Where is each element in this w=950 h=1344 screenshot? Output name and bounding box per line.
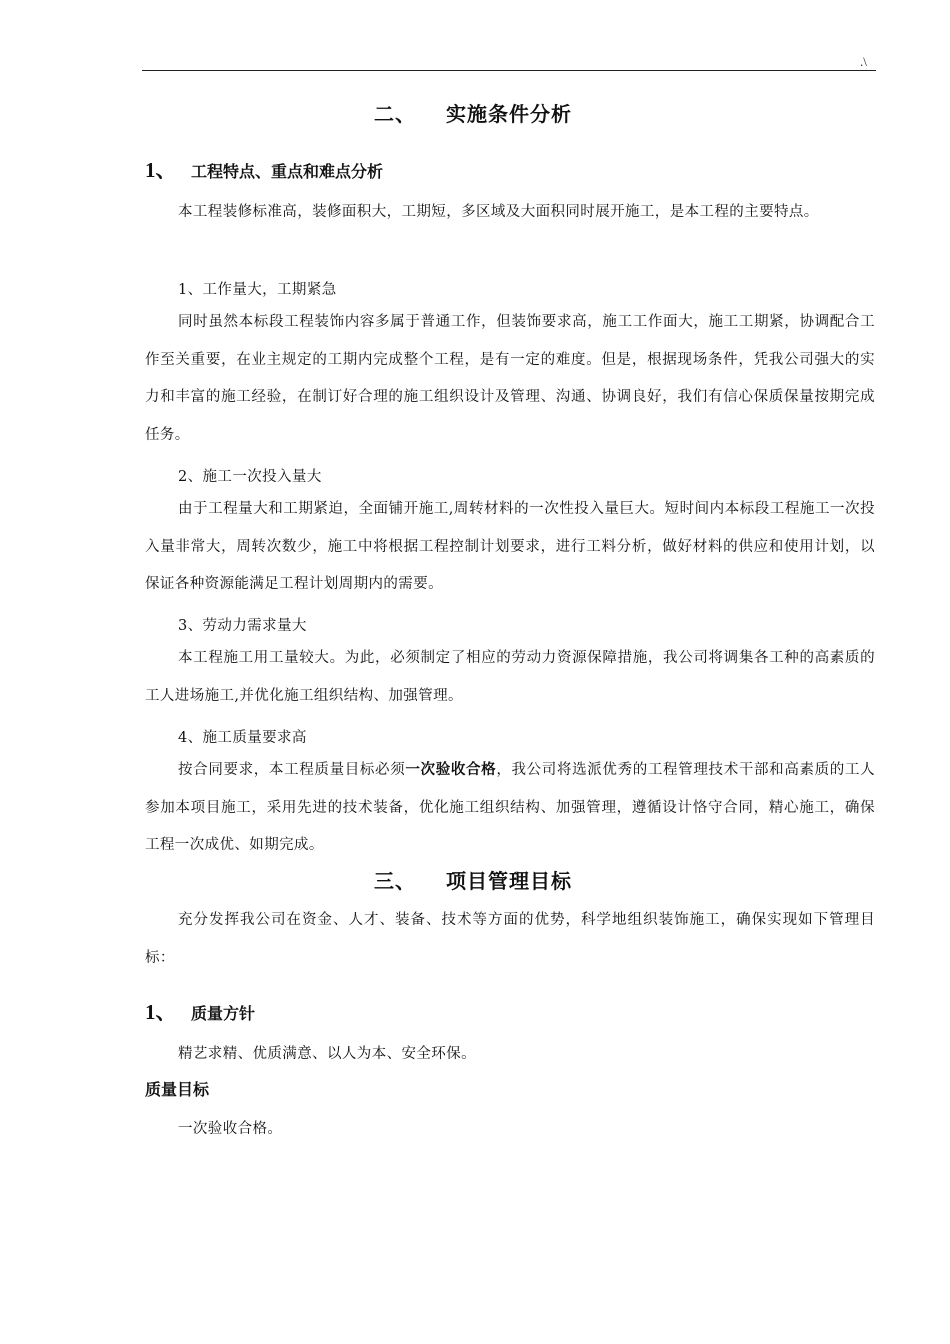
section2-sub1-title: 工程特点、重点和难点分析 [191, 162, 384, 181]
section2-number: 二、 [374, 102, 416, 126]
item2-title: 2、施工一次投入量大 [178, 469, 322, 485]
section3-heading [374, 865, 572, 894]
section2-heading [374, 98, 572, 127]
section3-sub1-number: 1、 [145, 1000, 177, 1024]
quality-policy-text: 精艺求精、优质满意、以人为本、安全环保。 [178, 1046, 476, 1062]
item4-title: 4、施工质量要求高 [178, 730, 307, 746]
item1-paragraph: 同时虽然本标段工程装饰内容多属于普通工作，但装饰要求高，施工工作面大，施工工期紧，协调配合工作至关重要，在业主规定的工期内完成整个工程，是有一定的难度。但是，根据现场条件，凭我公司强大的实力和丰富的施工经验，在制订好合理的施工组织设计及管理、沟通、协调良好，我们有信心保质保量按期完成任务。 [145, 314, 875, 443]
section2-sub1-heading [145, 154, 383, 184]
item3-paragraph: 本工程施工用工量较大。为此，必须制定了相应的劳动力资源保障措施，我公司将调集各工种的高素质的工人进场施工,并优化施工组织结构、加强管理。 [145, 650, 875, 704]
item4-text-bold: 一次验收合格 [405, 762, 497, 778]
item4-text-before: 按合同要求，本工程质量目标必须 [178, 762, 406, 778]
section2-title: 实施条件分析 [446, 102, 572, 126]
header-mark: .\ [860, 54, 867, 69]
section3-sub1-heading [145, 996, 255, 1026]
section3-title: 项目管理目标 [446, 869, 572, 893]
section3-intro-paragraph: 充分发挥我公司在资金、人才、装备、技术等方面的优势，科学地组织装饰施工，确保实现如下管理目标： [145, 912, 875, 966]
section2-intro-paragraph: 本工程装修标准高，装修面积大，工期短，多区域及大面积同时展开施工，是本工程的主要特点。 [178, 204, 819, 220]
header-rule [142, 70, 876, 71]
item3-title: 3、劳动力需求量大 [178, 618, 307, 634]
item4-paragraph [145, 752, 875, 865]
section3-number: 三、 [374, 869, 416, 893]
item4-text-after: ，我公司将选派优秀的工程管理技术干部和高素质的工人参加本项目施工，采用先进的技术装备，优化施工组织结构、加强管理，遵循设计恪守合同，精心施工，确保工程一次成优、如期完成。 [145, 762, 876, 853]
quality-goal-text: 一次验收合格。 [178, 1121, 283, 1137]
item1-title: 1、工作量大，工期紧急 [178, 282, 337, 298]
item2-paragraph: 由于工程量大和工期紧迫，全面铺开施工,周转材料的一次性投入量巨大。短时间内本标段工程施工一次投入量非常大，周转次数少，施工中将根据工程控制计划要求，进行工料分析，做好材料的供应和使用计划，以保证各种资源能满足工程计划周期内的需要。 [145, 501, 875, 592]
quality-goal-heading: 质量目标 [145, 1080, 210, 1099]
section3-sub1-title: 质量方针 [191, 1004, 256, 1023]
section2-sub1-number: 1、 [145, 158, 177, 182]
